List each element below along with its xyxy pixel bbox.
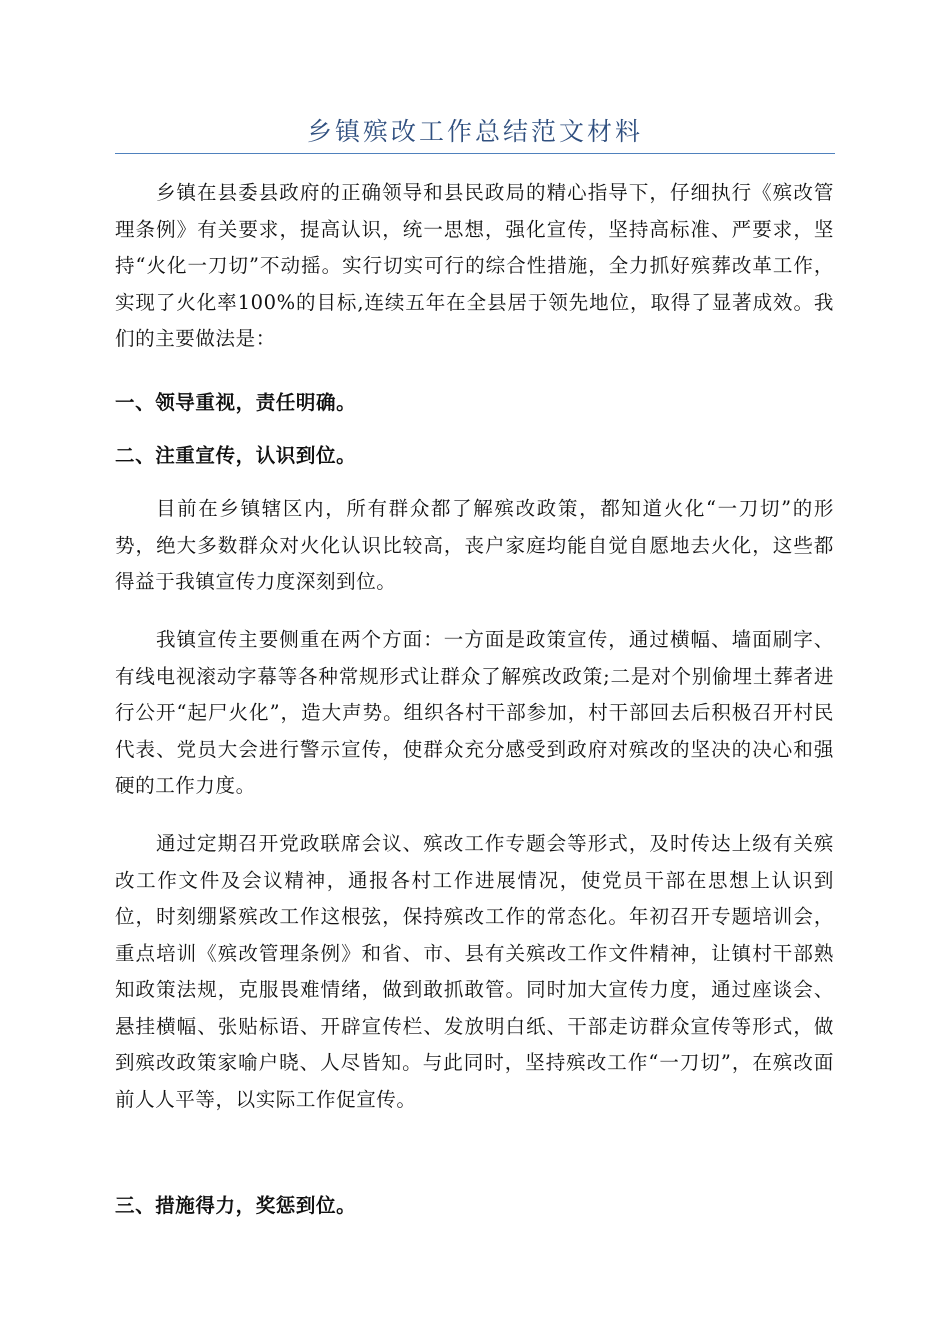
section-2-paragraph-3: 通过定期召开党政联席会议、殡改工作专题会等形式，及时传达上级有关殡改工作文件及会议精神，通报各村工作进展情况，使党员干部在思想上认识到位，时刻绷紧殡改工作这根弦，保持殡改工作的常态化。年初召开专题培训会，重点培训《殡改管理条例》和省、市、县有关殡改工作文件精神，让镇村干部熟知政策法规，克服畏难情绪，做到敢抓敢管。同时加大宣传力度，通过座谈会、悬挂横幅、张贴标语、开辟宣传栏、发放明白纸、干部走访群众宣传等形式，做到殡改政策家喻户晓、人尽皆知。与此同时，坚持殡改工作“一刀切”，在殡改面前人人平等，以实际工作促宣传。 xyxy=(115,832,834,1111)
title-underline xyxy=(115,153,835,154)
intro-paragraph: 乡镇在县委县政府的正确领导和县民政局的精心指导下，仔细执行《殡改管理条例》有关要求，提高认识，统一思想，强化宣传，坚持高标准、严要求，坚持“火化一刀切”不动摇。实行切实可行的综合性措施，全力抓好殡葬改革工作，实现了火化率100%的目标,连续五年在全县居于领先地位，取得了显著成效。我们的主要做法是： xyxy=(115,181,834,350)
document-title: 乡镇殡改工作总结范文材料 xyxy=(306,117,643,146)
section-3-heading: 三、措施得力，奖惩到位。 xyxy=(115,1194,357,1217)
section-2-heading: 二、注重宣传，认识到位。 xyxy=(115,444,357,467)
section-2-paragraph-2: 我镇宣传主要侧重在两个方面：一方面是政策宣传，通过横幅、墙面刷字、有线电视滚动字幕等各种常规形式让群众了解殡改政策;二是对个别偷埋土葬者进行公开“起尸火化”，造大声势。组织各村干部参加，村干部回去后积极召开村民代表、党员大会进行警示宣传，使群众充分感受到政府对殡改的坚决的决心和强硬的工作力度。 xyxy=(115,628,834,797)
section-2-paragraph-1: 目前在乡镇辖区内，所有群众都了解殡改政策，都知道火化“一刀切”的形势，绝大多数群众对火化认识比较高，丧户家庭均能自觉自愿地去火化，这些都得益于我镇宣传力度深刻到位。 xyxy=(115,497,834,593)
section-1-heading: 一、领导重视，责任明确。 xyxy=(115,391,357,414)
